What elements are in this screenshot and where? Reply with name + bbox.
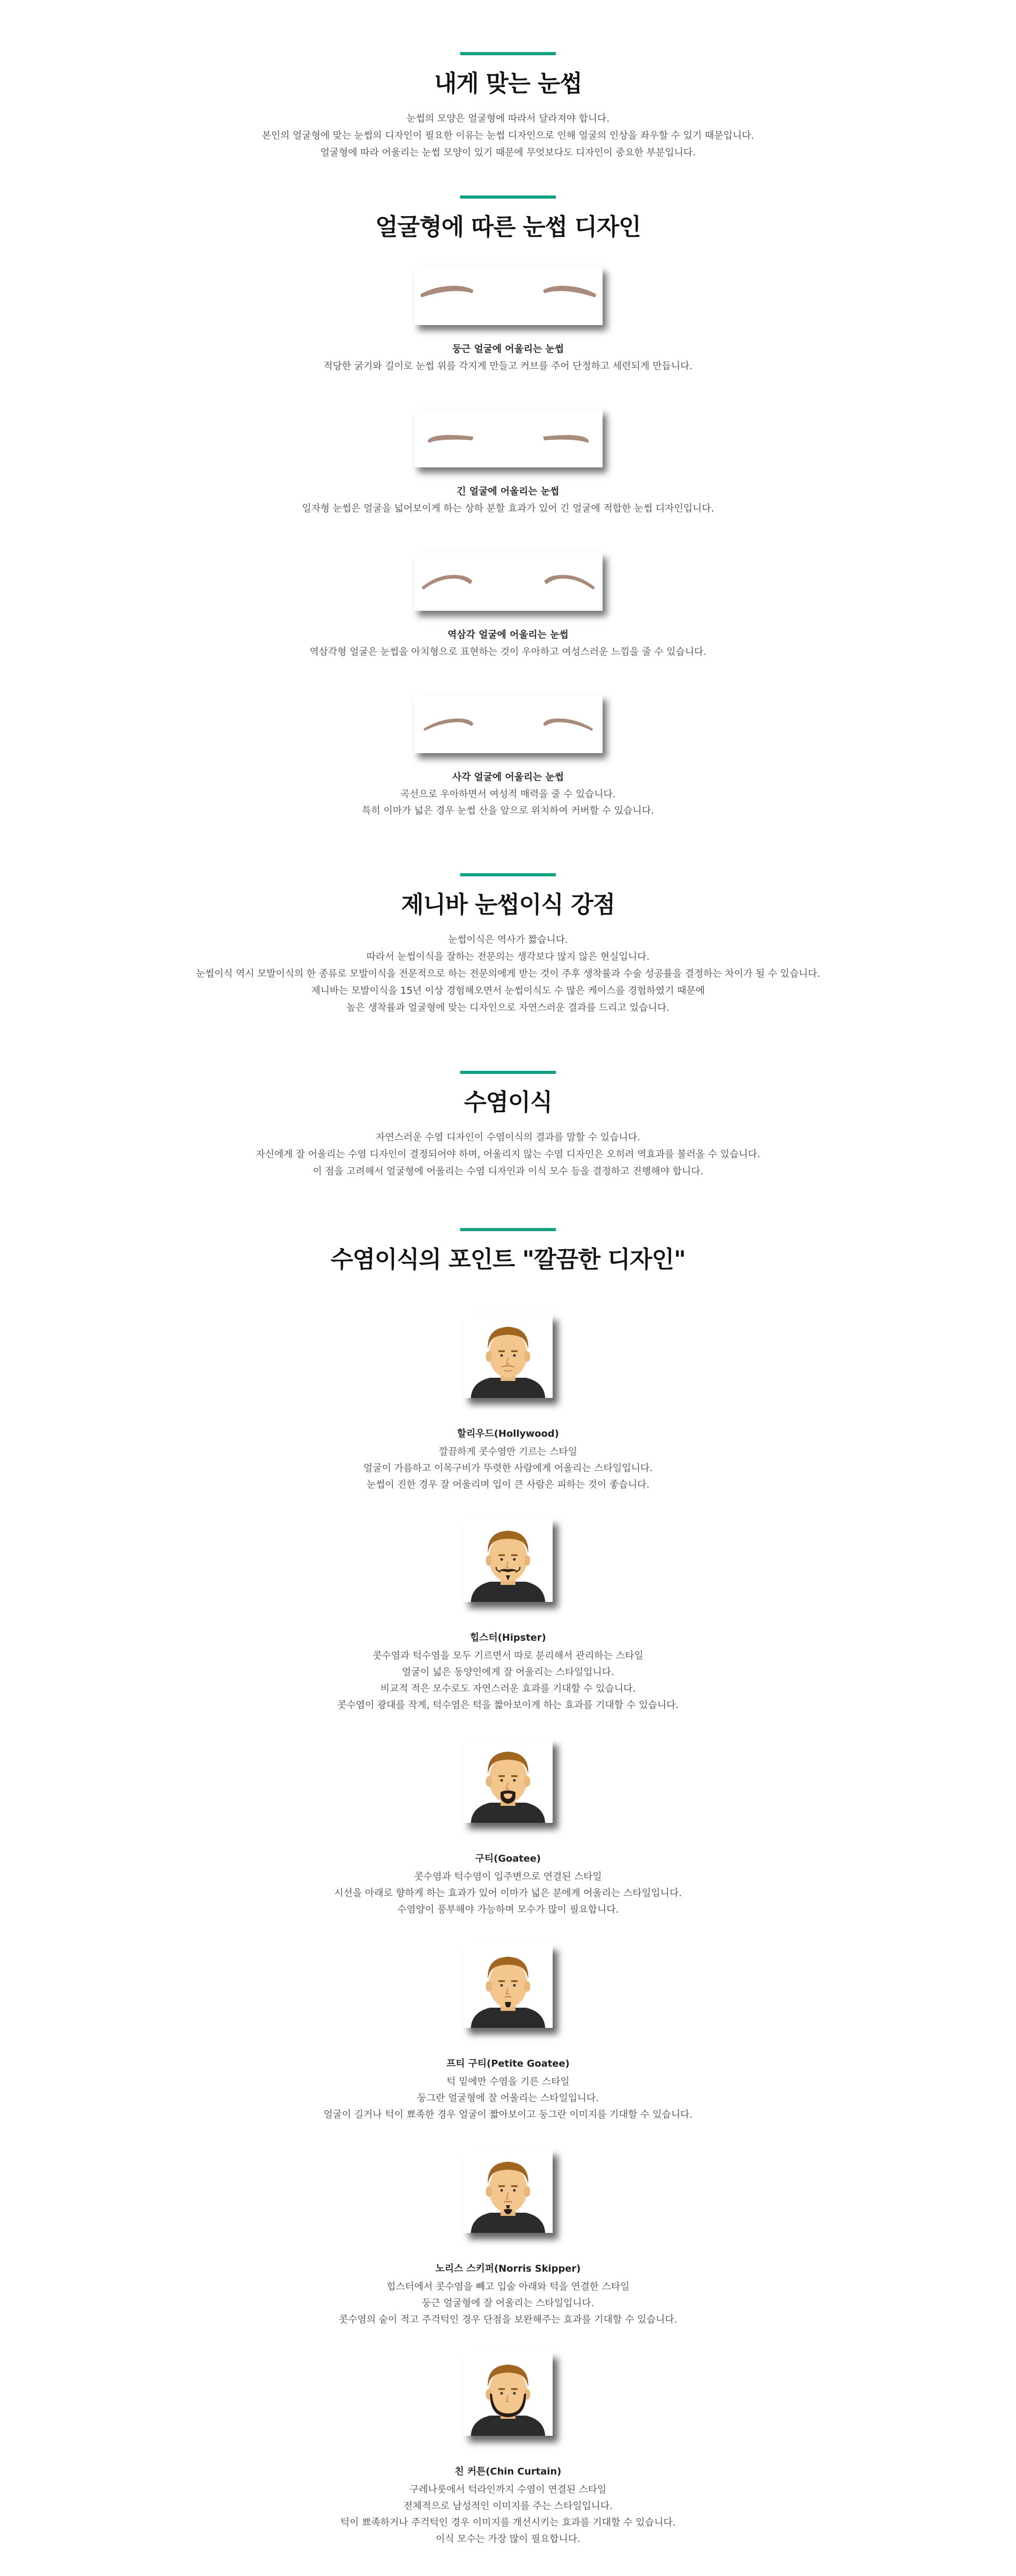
section-my-eyebrows [0, 52, 1016, 161]
beard-item-chin-curtain [0, 2352, 1016, 2547]
hollywood-beard-icon [463, 1314, 553, 1398]
beard-item-hollywood [0, 1314, 1016, 1493]
beard-item-desc: 얼굴이 가름하고 이목구비가 뚜렷한 사람에게 어울리는 스타일입니다. [363, 1463, 653, 1474]
section-title: 얼굴형에 따른 눈썹 디자인 [375, 214, 641, 241]
beard-item-desc: 시선을 아래로 향하게 하는 효과가 있어 이마가 넓은 분에게 어울리는 스타일입니다. [334, 1888, 682, 1899]
square-face-eyebrow-icon [414, 695, 603, 753]
norris-skipper-beard-icon [463, 2149, 553, 2233]
petite-goatee-beard-icon [463, 1944, 553, 2028]
hipster-beard-icon [463, 1518, 553, 1602]
long-face-eyebrow-icon [414, 409, 603, 467]
eyebrow-item-title: 긴 얼굴에 어울리는 눈썹 [456, 486, 560, 497]
eyebrow-item-desc: 곡선으로 우아하면서 여성적 매력을 줄 수 있습니다. [400, 789, 616, 800]
eyebrow-item-desc: 역삼각형 얼굴은 눈썹을 아치형으로 표현하는 것이 우아하고 여성스러운 느낌을 줄 수 있습니다. [309, 646, 707, 658]
beard-item-norris-skipper [0, 2149, 1016, 2328]
section-text-line: 따라서 눈썹이식을 잘하는 전문의는 생각보다 많지 않은 현실입니다. [366, 951, 650, 962]
section-divider [460, 1228, 556, 1231]
inverted-triangle-face-eyebrow-icon [414, 552, 603, 611]
section-text-line: 본인의 얼굴형에 맞는 눈썹의 디자인이 필요한 이유는 눈썹 디자인으로 인해 얼굴의 인상을 좌우할 수 있기 때문입니다. [261, 130, 755, 141]
section-beard-transplant [0, 1071, 1016, 1180]
beard-item-desc: 눈썹이 진한 경우 잘 어울리며 입이 큰 사람은 피하는 것이 좋습니다. [366, 1479, 650, 1490]
beard-item-desc: 둥그란 얼굴형에 잘 어울리는 스타일입니다. [417, 2093, 599, 2104]
section-geneva-strength [0, 873, 1016, 1017]
beard-item-title: 구티(Goatee) [475, 1853, 541, 1864]
section-text-line: 자연스러운 수염 디자인이 수염이식의 결과를 말할 수 있습니다. [376, 1132, 640, 1143]
beard-item-desc: 턱이 뾰족하거나 주걱턱인 경우 이미지를 개선시키는 효과를 기대할 수 있습니다. [340, 2517, 676, 2528]
beard-item-desc: 이식 모수는 가장 많이 필요합니다. [435, 2534, 581, 2545]
section-eyebrow-design [0, 195, 1016, 254]
section-text-line: 이 점을 고려해서 얼굴형에 어울리는 수염 디자인과 이식 모수 등을 결정하고 진행해야 합니다. [312, 1166, 704, 1177]
beard-item-desc: 구레나룻에서 턱라인까지 수염이 연결된 스타일 [409, 2484, 607, 2495]
section-title: 내게 맞는 눈썹 [434, 70, 582, 97]
eyebrow-item-desc: 특히 이마가 넓은 경우 눈썹 산을 앞으로 위치하여 커버할 수 있습니다. [362, 805, 654, 816]
eyebrow-item-desc: 적당한 굵기와 길이로 눈썹 위를 각지게 만들고 커브를 주어 단정하고 세련되게 만듭니다. [323, 361, 693, 372]
section-divider [460, 1071, 556, 1074]
beard-item-desc: 둥근 얼굴형에 잘 어울리는 스타일입니다. [421, 2298, 595, 2309]
eyebrow-item-long [0, 409, 1016, 517]
section-divider [460, 195, 556, 199]
beard-item-desc: 힙스터에서 콧수염을 빼고 입술 아래와 턱을 연결한 스타일 [386, 2281, 630, 2292]
beard-item-desc: 콧수염이 광대를 작게, 턱수염은 턱을 짧아보이게 하는 효과를 기대할 수 있습니다. [337, 1700, 679, 1711]
section-divider [460, 52, 556, 55]
beard-item-desc: 콧수염과 턱수염을 모두 기르면서 따로 분리해서 관리하는 스타일 [372, 1650, 644, 1661]
beard-item-desc: 비교적 적은 모수로도 자연스러운 효과를 기대할 수 있습니다. [380, 1683, 636, 1694]
beard-item-desc: 수염양이 풍부해야 가능하며 모수가 많이 필요합니다. [397, 1904, 619, 1915]
section-text-line: 제니바는 모발이식을 15년 이상 경험해오면서 눈썹이식도 수 많은 케이스를 경험하였기 때문에 [311, 985, 705, 996]
eyebrow-item-square [0, 695, 1016, 819]
beard-item-desc: 얼굴이 넓은 동양인에게 잘 어울리는 스타일입니다. [402, 1667, 614, 1678]
eyebrow-item-title: 둥근 얼굴에 어울리는 눈썹 [452, 344, 564, 355]
section-text-line: 눈썹의 모양은 얼굴형에 따라서 달라져야 합니다. [406, 113, 610, 124]
section-text-line: 눈썹이식 역시 모발이식의 한 종류로 모발이식을 전문적으로 하는 전문의에게 받는 것이 주후 생착률과 수술 성공률을 결정하는 차이가 될 수 있습니다. [196, 968, 820, 979]
section-title: 수염이식의 포인트 "깔끔한 디자인" [331, 1246, 685, 1273]
beard-item-desc: 깔끔하게 콧수염만 기르는 스타일 [438, 1446, 578, 1457]
beard-item-petite-goatee [0, 1944, 1016, 2123]
section-text-line: 높은 생착률과 얼굴형에 맞는 디자인으로 자연스러운 결과를 드리고 있습니다. [346, 1002, 670, 1013]
chin-curtain-beard-icon [463, 2352, 553, 2436]
beard-item-desc: 턱 밑에만 수염을 기른 스타일 [446, 2076, 570, 2087]
beard-item-desc: 전체적으로 남성적인 이미지를 주는 스타일입니다. [403, 2501, 613, 2512]
section-title: 제니바 눈썹이식 강점 [401, 891, 615, 918]
beard-item-title: 프티 구티(Petite Goatee) [446, 2058, 570, 2069]
beard-item-title: 친 커튼(Chin Curtain) [454, 2466, 562, 2477]
section-beard-points [0, 1228, 1016, 1286]
beard-item-desc: 콧수염의 숱이 적고 주걱턱인 경우 단점을 보완해주는 효과를 기대할 수 있습니다. [338, 2314, 678, 2325]
beard-item-title: 힙스터(Hipster) [470, 1632, 546, 1643]
beard-item-desc: 얼굴이 길거나 턱이 뾰족한 경우 얼굴이 짧아보이고 둥그란 이미지를 기대할 수 있습니다. [323, 2109, 693, 2120]
goatee-beard-icon [463, 1739, 553, 1823]
eyebrow-item-title: 사각 얼굴에 어울리는 눈썹 [452, 772, 564, 783]
section-divider [460, 873, 556, 876]
eyebrow-item-title: 역삼각 얼굴에 어울리는 눈썹 [447, 629, 569, 641]
section-text-line: 자신에게 잘 어울리는 수염 디자인이 결정되어야 하며, 어울리지 않는 수염 디자인은 오히려 역효과를 불러올 수 있습니다. [256, 1149, 760, 1160]
round-face-eyebrow-icon [414, 267, 603, 325]
beard-item-title: 노리스 스키퍼(Norris Skipper) [435, 2263, 581, 2274]
section-text-line: 얼굴형에 따라 어울리는 눈썹 모양이 있기 때문에 무엇보다도 디자인이 중요한 부분입니다. [320, 147, 696, 158]
beard-item-title: 할리우드(Hollywood) [457, 1428, 559, 1439]
eyebrow-item-round [0, 267, 1016, 374]
beard-item-goatee [0, 1739, 1016, 1918]
section-text-line: 눈썹이식은 역사가 짧습니다. [448, 934, 568, 945]
beard-item-desc: 콧수염과 턱수염이 입주변으로 연결된 스타일 [414, 1871, 602, 1882]
eyebrow-item-desc: 일자형 눈썹은 얼굴을 넓어보이게 하는 상하 분할 효과가 있어 긴 얼굴에 적합한 눈썹 디자인입니다. [302, 503, 714, 514]
eyebrow-item-inverted-triangle [0, 552, 1016, 660]
beard-item-hipster [0, 1518, 1016, 1713]
section-title: 수염이식 [463, 1089, 552, 1116]
